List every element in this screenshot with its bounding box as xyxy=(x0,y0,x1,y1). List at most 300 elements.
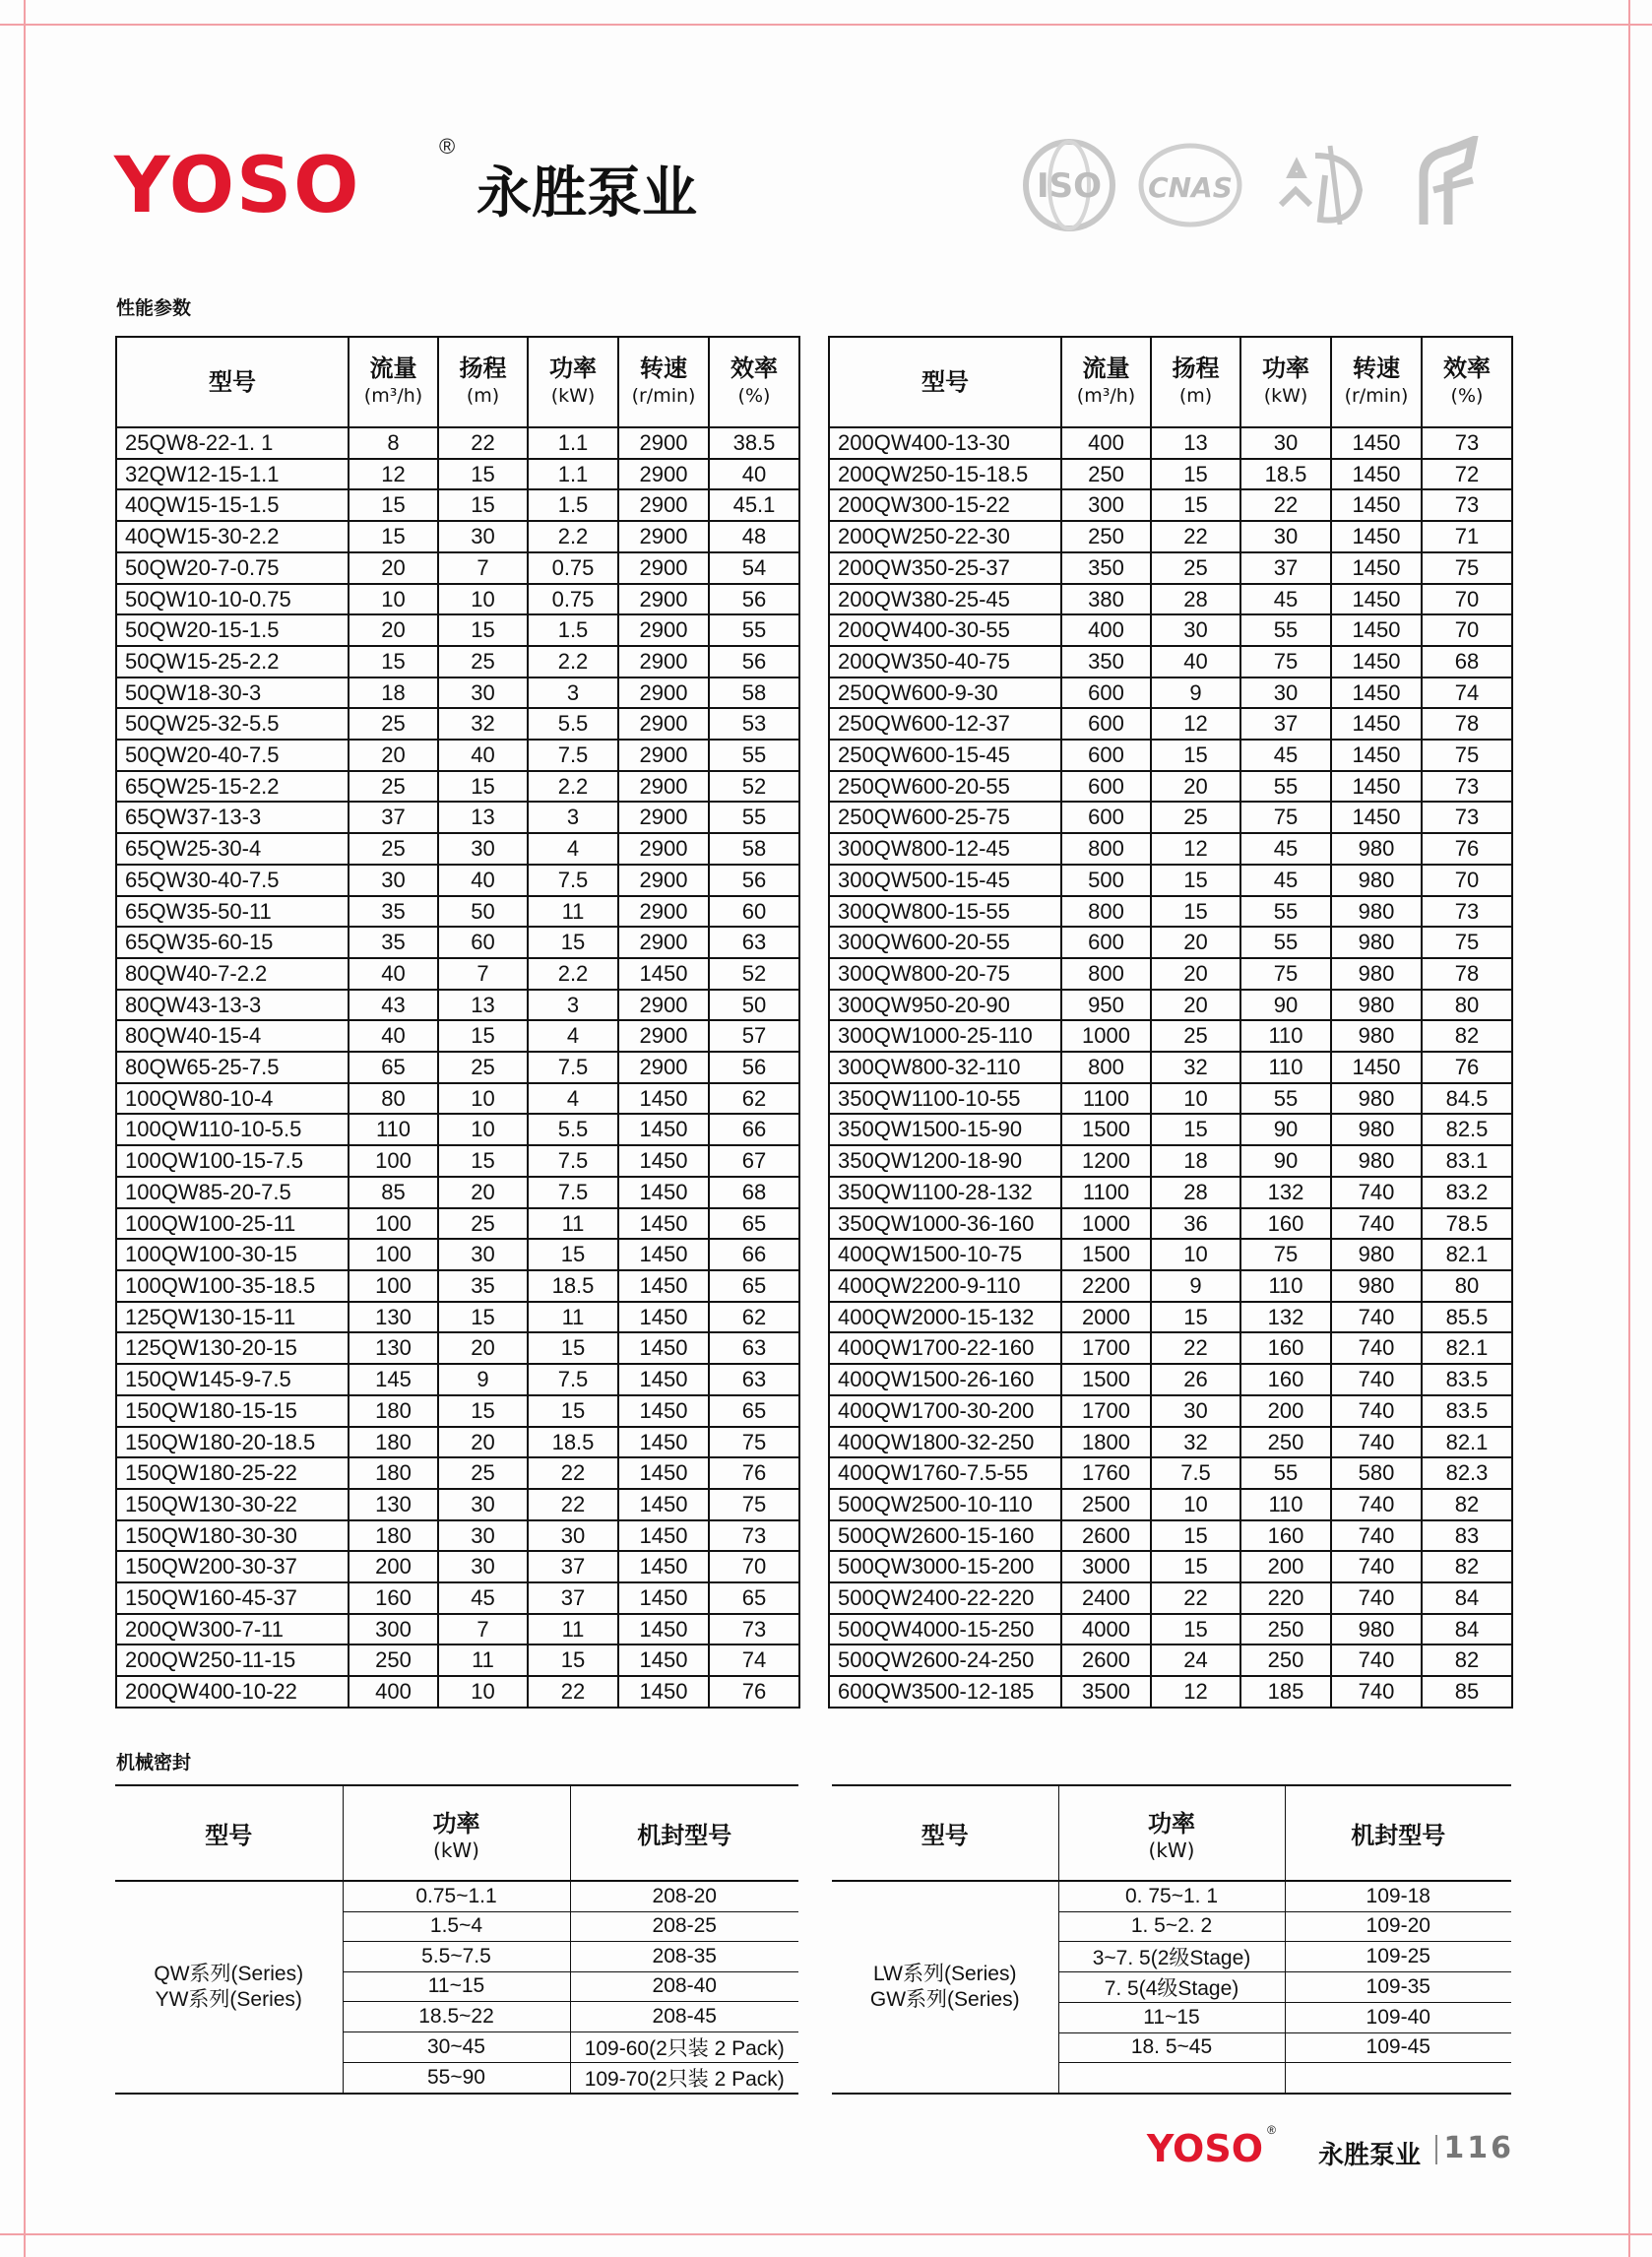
table-row xyxy=(829,1270,1512,1302)
head-cell: 30 xyxy=(1151,614,1240,646)
efficiency-cell: 73 xyxy=(709,1614,799,1645)
speed-cell: 980 xyxy=(1331,1114,1422,1145)
model-cell: 150QW180-15-15 xyxy=(116,1395,349,1427)
head-cell: 45 xyxy=(438,1582,528,1614)
flow-cell: 600 xyxy=(1061,708,1151,740)
flow-cell: 2000 xyxy=(1061,1302,1151,1333)
efficiency-cell: 50 xyxy=(709,990,799,1021)
flow-cell: 100 xyxy=(349,1145,438,1177)
flow-cell: 250 xyxy=(1061,459,1151,490)
page-number: 116 xyxy=(1443,2131,1514,2165)
model-cell: 100QW85-20-7.5 xyxy=(116,1177,349,1208)
flow-cell: 30 xyxy=(349,865,438,896)
speed-cell: 740 xyxy=(1331,1177,1422,1208)
table-row xyxy=(116,958,799,990)
series-name: LW系列(Series) xyxy=(873,1962,1017,1985)
table-row xyxy=(829,1395,1512,1427)
col-head: 扬程 (m) xyxy=(1151,337,1240,427)
flow-cell: 130 xyxy=(349,1489,438,1520)
model-cell: 200QW250-11-15 xyxy=(116,1644,349,1676)
top-frame-line xyxy=(0,24,1652,26)
registered-mark: ® xyxy=(439,134,456,159)
power-cell: 2.2 xyxy=(528,771,618,803)
model-cell: 300QW1000-25-110 xyxy=(829,1020,1061,1052)
speed-cell: 2900 xyxy=(618,677,709,709)
efficiency-cell: 76 xyxy=(709,1457,799,1489)
power-cell: 200 xyxy=(1240,1395,1331,1427)
head-cell: 15 xyxy=(438,1020,528,1052)
model-cell: 65QW30-40-7.5 xyxy=(116,865,349,896)
head-cell: 40 xyxy=(1151,646,1240,677)
head-cell: 13 xyxy=(1151,427,1240,459)
head-cell: 15 xyxy=(1151,1614,1240,1645)
model-cell: 200QW400-10-22 xyxy=(116,1676,349,1708)
efficiency-cell: 62 xyxy=(709,1302,799,1333)
head-cell: 15 xyxy=(438,1145,528,1177)
efficiency-cell: 54 xyxy=(709,552,799,584)
speed-cell: 2900 xyxy=(618,521,709,552)
head-cell: 10 xyxy=(438,1676,528,1708)
speed-cell: 2900 xyxy=(618,990,709,1021)
flow-cell: 300 xyxy=(1061,489,1151,521)
model-cell: 150QW180-30-30 xyxy=(116,1520,349,1552)
table-row xyxy=(116,1208,799,1240)
efficiency-cell: 83.2 xyxy=(1422,1177,1512,1208)
table-row xyxy=(829,896,1512,928)
flow-cell: 400 xyxy=(349,1676,438,1708)
efficiency-cell: 73 xyxy=(1422,771,1512,803)
efficiency-cell: 78.5 xyxy=(1422,1208,1512,1240)
efficiency-cell: 60 xyxy=(709,896,799,928)
head-cell: 15 xyxy=(438,1302,528,1333)
table-row xyxy=(829,427,1512,459)
model-cell: 150QW200-30-37 xyxy=(116,1551,349,1582)
speed-cell: 2900 xyxy=(618,771,709,803)
flow-cell: 4000 xyxy=(1061,1614,1151,1645)
flow-cell: 2200 xyxy=(1061,1270,1151,1302)
table-row xyxy=(115,1881,798,1911)
flow-cell: 800 xyxy=(1061,1052,1151,1083)
head-cell: 20 xyxy=(438,1427,528,1458)
flow-cell: 1500 xyxy=(1061,1364,1151,1395)
iso-logo-icon xyxy=(1020,136,1118,234)
table-row xyxy=(116,1145,799,1177)
table-row xyxy=(116,1644,799,1676)
speed-cell: 740 xyxy=(1331,1364,1422,1395)
power-cell: 250 xyxy=(1240,1614,1331,1645)
head-cell: 13 xyxy=(438,990,528,1021)
efficiency-cell: 66 xyxy=(709,1239,799,1270)
efficiency-cell: 68 xyxy=(1422,646,1512,677)
flow-cell: 600 xyxy=(1061,677,1151,709)
model-cell: 300QW600-20-55 xyxy=(829,927,1061,958)
speed-cell: 740 xyxy=(1331,1551,1422,1582)
efficiency-cell: 82 xyxy=(1422,1644,1512,1676)
efficiency-cell: 80 xyxy=(1422,990,1512,1021)
efficiency-cell: 48 xyxy=(709,521,799,552)
speed-cell: 2900 xyxy=(618,896,709,928)
speed-cell: 1450 xyxy=(1331,521,1422,552)
flow-cell: 15 xyxy=(349,521,438,552)
performance-table-right xyxy=(828,336,1513,1709)
model-cell: 150QW145-9-7.5 xyxy=(116,1364,349,1395)
table-row xyxy=(116,521,799,552)
table-row xyxy=(116,459,799,490)
head-cell: 25 xyxy=(1151,802,1240,833)
efficiency-cell: 70 xyxy=(1422,584,1512,615)
efficiency-cell: 52 xyxy=(709,771,799,803)
model-cell: 65QW35-60-15 xyxy=(116,927,349,958)
seal-model-cell: 109-40 xyxy=(1285,2003,1511,2033)
table-header-row xyxy=(832,1785,1511,1881)
power-cell: 250 xyxy=(1240,1644,1331,1676)
model-cell: 500QW2600-24-250 xyxy=(829,1644,1061,1676)
seal-model-cell: 208-40 xyxy=(570,1971,798,2002)
model-cell: 100QW100-35-18.5 xyxy=(116,1270,349,1302)
power-cell: 55 xyxy=(1240,896,1331,928)
series-name: QW系列(Series) xyxy=(154,1962,304,1985)
table-row xyxy=(116,1582,799,1614)
flow-cell: 20 xyxy=(349,614,438,646)
table-row xyxy=(829,489,1512,521)
speed-cell: 1450 xyxy=(618,1364,709,1395)
table-row xyxy=(829,552,1512,584)
flow-cell: 145 xyxy=(349,1364,438,1395)
speed-cell: 1450 xyxy=(1331,708,1422,740)
flow-cell: 800 xyxy=(1061,896,1151,928)
speed-cell: 1450 xyxy=(1331,771,1422,803)
page-header xyxy=(114,128,1532,246)
series-name: YW系列(Series) xyxy=(155,1987,302,2011)
seal-model-cell: 109-20 xyxy=(1285,1911,1511,1942)
efficiency-cell: 63 xyxy=(709,1364,799,1395)
footer-registered-mark: ® xyxy=(1267,2123,1276,2137)
speed-cell: 980 xyxy=(1331,1614,1422,1645)
head-cell: 25 xyxy=(1151,552,1240,584)
efficiency-cell: 82.1 xyxy=(1422,1239,1512,1270)
model-cell: 250QW600-20-55 xyxy=(829,771,1061,803)
head-cell: 15 xyxy=(1151,459,1240,490)
head-cell: 15 xyxy=(438,1395,528,1427)
model-cell: 200QW400-13-30 xyxy=(829,427,1061,459)
model-cell: 100QW110-10-5.5 xyxy=(116,1114,349,1145)
efficiency-cell: 76 xyxy=(709,1676,799,1708)
model-cell: 500QW3000-15-200 xyxy=(829,1551,1061,1582)
table-row xyxy=(829,1052,1512,1083)
speed-cell: 980 xyxy=(1331,896,1422,928)
speed-cell: 980 xyxy=(1331,1020,1422,1052)
power-cell: 55 xyxy=(1240,927,1331,958)
speed-cell: 2900 xyxy=(618,865,709,896)
flow-cell: 35 xyxy=(349,927,438,958)
model-cell: 80QW65-25-7.5 xyxy=(116,1052,349,1083)
power-cell: 132 xyxy=(1240,1177,1331,1208)
table-row xyxy=(829,1020,1512,1052)
table-row xyxy=(116,614,799,646)
efficiency-cell: 38.5 xyxy=(709,427,799,459)
head-cell: 7.5 xyxy=(1151,1457,1240,1489)
speed-cell: 1450 xyxy=(618,1644,709,1676)
model-cell: 400QW2200-9-110 xyxy=(829,1270,1061,1302)
efficiency-cell: 70 xyxy=(709,1551,799,1582)
efficiency-cell: 75 xyxy=(709,1427,799,1458)
model-cell: 250QW600-9-30 xyxy=(829,677,1061,709)
flow-cell: 950 xyxy=(1061,990,1151,1021)
flow-cell: 130 xyxy=(349,1302,438,1333)
head-cell: 24 xyxy=(1151,1644,1240,1676)
efficiency-cell: 73 xyxy=(1422,896,1512,928)
table-row xyxy=(829,833,1512,865)
head-cell: 30 xyxy=(438,833,528,865)
model-cell: 40QW15-30-2.2 xyxy=(116,521,349,552)
head-cell: 7 xyxy=(438,1614,528,1645)
speed-cell: 740 xyxy=(1331,1644,1422,1676)
efficiency-cell: 82.5 xyxy=(1422,1114,1512,1145)
flow-cell: 1000 xyxy=(1061,1020,1151,1052)
table-row xyxy=(829,614,1512,646)
speed-cell: 2900 xyxy=(618,459,709,490)
table-row xyxy=(116,771,799,803)
head-cell: 22 xyxy=(438,427,528,459)
head-cell: 13 xyxy=(438,802,528,833)
efficiency-cell: 82 xyxy=(1422,1551,1512,1582)
table-row xyxy=(829,1489,1512,1520)
speed-cell: 1450 xyxy=(1331,1052,1422,1083)
head-cell: 36 xyxy=(1151,1208,1240,1240)
power-cell: 18.5 xyxy=(1240,459,1331,490)
head-cell: 20 xyxy=(1151,990,1240,1021)
efficiency-cell: 72 xyxy=(1422,459,1512,490)
efficiency-cell: 75 xyxy=(709,1489,799,1520)
flow-cell: 300 xyxy=(349,1614,438,1645)
table-row xyxy=(829,708,1512,740)
efficiency-cell: 65 xyxy=(709,1582,799,1614)
model-cell: 65QW37-13-3 xyxy=(116,802,349,833)
speed-cell: 2900 xyxy=(618,646,709,677)
model-cell: 300QW800-15-55 xyxy=(829,896,1061,928)
model-cell: 400QW1700-30-200 xyxy=(829,1395,1061,1427)
flow-cell: 20 xyxy=(349,740,438,771)
efficiency-cell: 65 xyxy=(709,1395,799,1427)
table-row xyxy=(829,677,1512,709)
power-cell: 2.2 xyxy=(528,646,618,677)
flow-cell: 25 xyxy=(349,708,438,740)
col-power: 功率 (kW) xyxy=(1240,337,1331,427)
power-cell: 110 xyxy=(1240,1270,1331,1302)
table-row xyxy=(829,584,1512,615)
head-cell: 15 xyxy=(1151,740,1240,771)
power-cell: 55 xyxy=(1240,1457,1331,1489)
speed-cell: 2900 xyxy=(618,1052,709,1083)
flow-cell: 180 xyxy=(349,1520,438,1552)
power-cell: 45 xyxy=(1240,584,1331,615)
flow-cell: 25 xyxy=(349,771,438,803)
power-cell: 7.5 xyxy=(528,1364,618,1395)
head-cell: 30 xyxy=(438,677,528,709)
flow-cell: 3500 xyxy=(1061,1676,1151,1708)
speed-cell: 980 xyxy=(1331,865,1422,896)
table-row xyxy=(116,1457,799,1489)
col-efficiency: 效率 (%) xyxy=(1422,337,1512,427)
efficiency-cell: 73 xyxy=(709,1520,799,1552)
power-cell: 75 xyxy=(1240,646,1331,677)
head-cell: 10 xyxy=(1151,1083,1240,1115)
col-speed: 转速 (r/min) xyxy=(1331,337,1422,427)
efficiency-cell: 74 xyxy=(709,1644,799,1676)
model-cell: 250QW600-12-37 xyxy=(829,708,1061,740)
speed-cell: 2900 xyxy=(618,802,709,833)
head-cell: 10 xyxy=(1151,1239,1240,1270)
table-row xyxy=(116,584,799,615)
head-cell: 25 xyxy=(438,646,528,677)
head-cell: 60 xyxy=(438,927,528,958)
model-cell: 200QW350-40-75 xyxy=(829,646,1061,677)
model-cell: 150QW180-25-22 xyxy=(116,1457,349,1489)
speed-cell: 2900 xyxy=(618,614,709,646)
certification-logos xyxy=(1020,136,1532,234)
flow-cell: 100 xyxy=(349,1270,438,1302)
speed-cell: 1450 xyxy=(618,1427,709,1458)
power-cell: 22 xyxy=(528,1457,618,1489)
model-cell: 200QW300-7-11 xyxy=(116,1614,349,1645)
speed-cell: 980 xyxy=(1331,1239,1422,1270)
speed-cell: 1450 xyxy=(618,1208,709,1240)
table-row xyxy=(829,1614,1512,1645)
head-cell: 12 xyxy=(1151,1676,1240,1708)
head-cell: 15 xyxy=(1151,1520,1240,1552)
power-cell: 3 xyxy=(528,990,618,1021)
table-row xyxy=(829,1302,1512,1333)
head-cell: 30 xyxy=(438,521,528,552)
power-cell: 200 xyxy=(1240,1551,1331,1582)
power-cell: 0.75 xyxy=(528,584,618,615)
power-cell: 15 xyxy=(528,1332,618,1364)
table-row xyxy=(829,1676,1512,1708)
table-row xyxy=(116,865,799,896)
speed-cell: 740 xyxy=(1331,1582,1422,1614)
flow-cell: 18 xyxy=(349,677,438,709)
efficiency-cell: 76 xyxy=(1422,833,1512,865)
table-row xyxy=(829,1332,1512,1364)
model-cell: 400QW1760-7.5-55 xyxy=(829,1457,1061,1489)
power-cell: 1.5 xyxy=(528,489,618,521)
flow-cell: 37 xyxy=(349,802,438,833)
power-cell: 90 xyxy=(1240,1114,1331,1145)
efficiency-cell: 70 xyxy=(1422,614,1512,646)
model-cell: 125QW130-20-15 xyxy=(116,1332,349,1364)
speed-cell: 740 xyxy=(1331,1395,1422,1427)
table-row xyxy=(829,1364,1512,1395)
power-cell: 75 xyxy=(1240,802,1331,833)
table-row xyxy=(116,1395,799,1427)
flow-cell: 180 xyxy=(349,1457,438,1489)
head-cell: 50 xyxy=(438,896,528,928)
table-header-row xyxy=(116,337,799,427)
efficiency-cell: 73 xyxy=(1422,427,1512,459)
table-row xyxy=(116,1520,799,1552)
page-footer xyxy=(1022,2123,1514,2176)
power-cell: 55 xyxy=(1240,771,1331,803)
speed-cell: 1450 xyxy=(618,1551,709,1582)
footer-brand-chinese-name: 永胜泵业 xyxy=(1317,2141,1421,2170)
quality-mark-icon xyxy=(1394,136,1493,234)
model-cell: 350QW1200-18-90 xyxy=(829,1145,1061,1177)
power-cell: 1.5 xyxy=(528,614,618,646)
power-cell: 15 xyxy=(528,1239,618,1270)
model-cell: 65QW25-15-2.2 xyxy=(116,771,349,803)
efficiency-cell: 85 xyxy=(1422,1676,1512,1708)
table-row xyxy=(116,740,799,771)
power-range-cell: 18. 5~45 xyxy=(1058,2032,1285,2063)
series-cell xyxy=(115,1881,343,2094)
speed-cell: 1450 xyxy=(1331,802,1422,833)
speed-cell: 2900 xyxy=(618,833,709,865)
power-cell: 75 xyxy=(1240,958,1331,990)
speed-cell: 1450 xyxy=(1331,459,1422,490)
head-cell: 7 xyxy=(438,552,528,584)
power-cell: 160 xyxy=(1240,1332,1331,1364)
head-cell: 32 xyxy=(1151,1427,1240,1458)
model-cell: 50QW18-30-3 xyxy=(116,677,349,709)
model-cell: 350QW1500-15-90 xyxy=(829,1114,1061,1145)
speed-cell: 740 xyxy=(1331,1520,1422,1552)
speed-cell: 2900 xyxy=(618,740,709,771)
model-cell: 300QW500-15-45 xyxy=(829,865,1061,896)
model-cell: 400QW1800-32-250 xyxy=(829,1427,1061,1458)
efficiency-cell: 63 xyxy=(709,927,799,958)
head-cell: 10 xyxy=(438,1114,528,1145)
speed-cell: 2900 xyxy=(618,1020,709,1052)
table-row xyxy=(116,1551,799,1582)
model-cell: 200QW350-25-37 xyxy=(829,552,1061,584)
model-cell: 400QW1500-10-75 xyxy=(829,1239,1061,1270)
model-cell: 50QW20-40-7.5 xyxy=(116,740,349,771)
power-cell: 4 xyxy=(528,1083,618,1115)
table-row xyxy=(116,1302,799,1333)
flow-cell: 100 xyxy=(349,1208,438,1240)
speed-cell: 2900 xyxy=(618,552,709,584)
efficiency-cell: 55 xyxy=(709,802,799,833)
efficiency-cell: 83 xyxy=(1422,1520,1512,1552)
power-range-cell: 0. 75~1. 1 xyxy=(1058,1881,1285,1911)
performance-table-left xyxy=(115,336,800,1709)
speed-cell: 1450 xyxy=(618,1114,709,1145)
speed-cell: 1450 xyxy=(1331,646,1422,677)
speed-cell: 1450 xyxy=(618,1239,709,1270)
flow-cell: 1200 xyxy=(1061,1145,1151,1177)
flow-cell: 600 xyxy=(1061,771,1151,803)
head-cell: 15 xyxy=(1151,865,1240,896)
flow-cell: 80 xyxy=(349,1083,438,1115)
seal-table-left xyxy=(115,1784,798,2095)
table-row xyxy=(116,1427,799,1458)
head-cell: 22 xyxy=(1151,1582,1240,1614)
efficiency-cell: 82 xyxy=(1422,1020,1512,1052)
table-row xyxy=(116,1614,799,1645)
speed-cell: 1450 xyxy=(618,1302,709,1333)
efficiency-cell: 76 xyxy=(1422,1052,1512,1083)
table-row xyxy=(116,1364,799,1395)
power-cell: 11 xyxy=(528,1302,618,1333)
speed-cell: 1450 xyxy=(618,1145,709,1177)
speed-cell: 980 xyxy=(1331,1083,1422,1115)
model-cell: 100QW100-30-15 xyxy=(116,1239,349,1270)
head-cell: 12 xyxy=(1151,708,1240,740)
power-cell: 15 xyxy=(528,1644,618,1676)
power-cell: 0.75 xyxy=(528,552,618,584)
flow-cell: 110 xyxy=(349,1114,438,1145)
power-cell: 11 xyxy=(528,1614,618,1645)
